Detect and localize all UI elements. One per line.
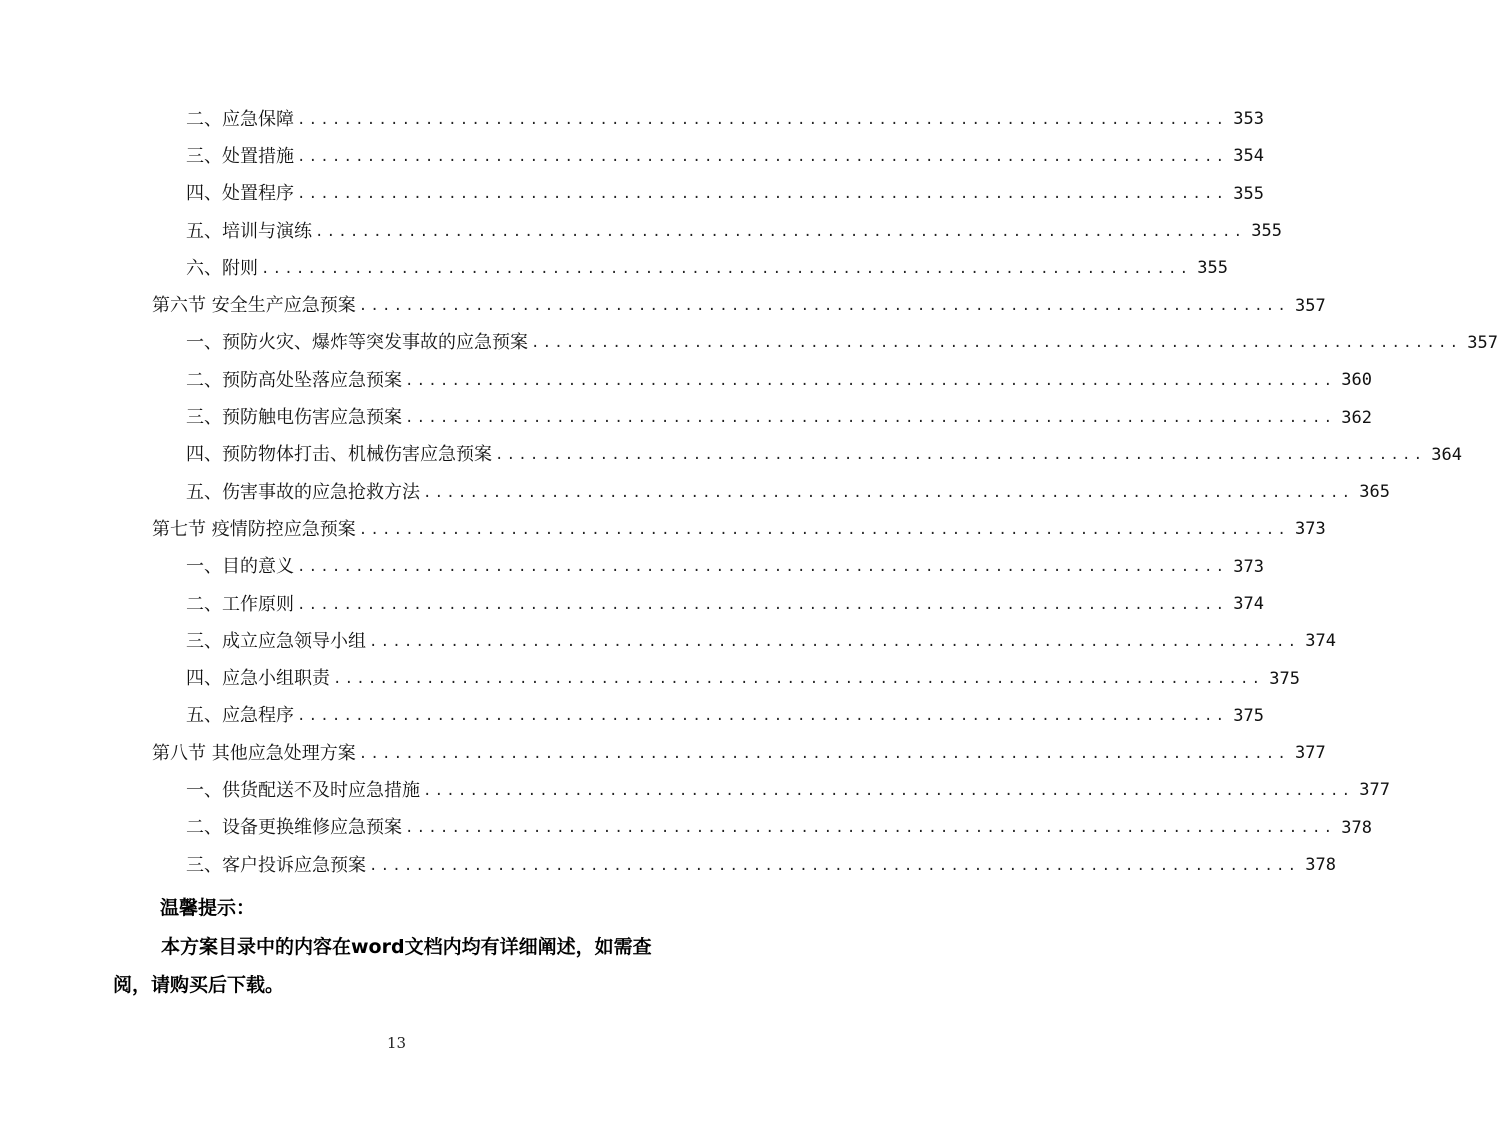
toc-entry-label: 四、处置程序 xyxy=(186,183,294,205)
toc-leader-dots: ................................................................................ xyxy=(297,708,1228,725)
toc-entry-page: 364 xyxy=(1431,444,1463,465)
toc-entry-label: 一、预防火灾、爆炸等突发事故的应急预案 xyxy=(186,332,528,354)
toc-entry-label: 三、成立应急领导小组 xyxy=(186,630,366,652)
toc-entry-label: 第七节 疫情防控应急预案 xyxy=(152,518,356,540)
toc-entry-label: 第六节 安全生产应急预案 xyxy=(152,295,356,317)
toc-leader-dots: ................................................................................ xyxy=(297,186,1228,203)
toc-entry-page: 360 xyxy=(1341,370,1373,391)
toc-leader-dots: ................................................................................ xyxy=(297,111,1228,128)
toc-entry-page: 365 xyxy=(1359,482,1391,503)
toc-leader-dots: ................................................................................ xyxy=(423,782,1354,799)
toc-entry-page: 373 xyxy=(1233,556,1265,577)
toc-leader-dots: ................................................................................ xyxy=(297,148,1228,165)
toc-entry-label: 四、预防物体打击、机械伤害应急预案 xyxy=(186,444,492,466)
toc-entry-page: 374 xyxy=(1233,594,1265,614)
toc-entry-label: 五、培训与演练 xyxy=(186,220,312,242)
toc-leader-dots: ................................................................................ xyxy=(531,335,1462,352)
toc-entry-page: 378 xyxy=(1341,817,1373,838)
toc-section-entry xyxy=(152,511,1326,548)
toc-entry xyxy=(186,437,1463,474)
toc-entry-page: 362 xyxy=(1341,407,1373,428)
toc-entry-page: 377 xyxy=(1359,780,1391,801)
toc-entry xyxy=(186,213,1283,250)
toc-entry-page: 355 xyxy=(1233,183,1265,204)
toc-entry xyxy=(186,810,1373,847)
page-number: 13 xyxy=(386,1034,407,1052)
toc-entry-page: 353 xyxy=(1233,109,1265,130)
toc-entry xyxy=(186,772,1391,809)
toc-entry xyxy=(186,399,1373,436)
toc-entry-page: 355 xyxy=(1197,258,1229,279)
toc-leader-dots: ................................................................................ xyxy=(405,410,1336,427)
toc-leader-dots: ................................................................................ xyxy=(297,559,1228,576)
toc-leader-dots: ................................................................................ xyxy=(358,298,1290,315)
toc-entry-page: 375 xyxy=(1233,705,1265,726)
toc-entry xyxy=(186,138,1265,175)
toc-entry xyxy=(186,660,1301,697)
toc-entry-label: 二、预防高处坠落应急预案 xyxy=(186,369,402,391)
toc-entry-label: 一、供货配送不及时应急措施 xyxy=(186,779,420,801)
toc-entry-label: 三、客户投诉应急预案 xyxy=(186,854,366,876)
toc-entry-label: 三、预防触电伤害应急预案 xyxy=(186,407,402,429)
toc-entry xyxy=(186,101,1265,138)
toc-entry xyxy=(186,698,1265,735)
toc-leader-dots: ................................................................................ xyxy=(358,745,1290,762)
toc-leader-dots: ................................................................................ xyxy=(369,857,1300,874)
toc-entry-page: 378 xyxy=(1305,855,1337,876)
table-of-contents xyxy=(0,101,1498,884)
toc-entry-page: 357 xyxy=(1295,295,1326,316)
toc-entry-label: 第八节 其他应急处理方案 xyxy=(152,742,356,764)
toc-entry-label: 五、应急程序 xyxy=(186,705,294,727)
toc-entry xyxy=(186,586,1265,623)
toc-entry xyxy=(186,325,1498,362)
toc-entry-label: 四、应急小组职责 xyxy=(186,668,330,690)
toc-leader-dots: ................................................................................ xyxy=(405,820,1336,837)
toc-leader-dots: ................................................................................ xyxy=(261,260,1192,277)
toc-entry-label: 三、处置措施 xyxy=(186,145,294,167)
tip-title: 温馨提示： xyxy=(160,897,256,919)
tip-body: 本方案目录中的内容在word文档内均有详细阐述，如需查阅，请购买后下载。 xyxy=(113,936,652,996)
toc-entry-page: 377 xyxy=(1295,743,1326,764)
toc-entry-label: 二、工作原则 xyxy=(186,593,294,615)
toc-entry xyxy=(186,362,1373,399)
toc-entry xyxy=(186,250,1229,287)
toc-entry-page: 357 xyxy=(1467,332,1498,353)
toc-leader-dots: ................................................................................ xyxy=(297,596,1228,613)
toc-leader-dots: ................................................................................ xyxy=(369,633,1300,650)
toc-section-entry xyxy=(152,287,1326,324)
toc-entry-page: 354 xyxy=(1233,146,1265,167)
toc-entry xyxy=(186,176,1265,213)
toc-entry-label: 二、设备更换维修应急预案 xyxy=(186,817,402,839)
toc-entry-label: 六、附则 xyxy=(186,257,258,279)
toc-entry xyxy=(186,847,1337,884)
toc-leader-dots: ................................................................................ xyxy=(333,671,1264,688)
toc-leader-dots: ................................................................................ xyxy=(358,521,1290,538)
toc-entry-page: 373 xyxy=(1295,519,1326,540)
toc-entry xyxy=(186,623,1337,660)
toc-entry-label: 五、伤害事故的应急抢救方法 xyxy=(186,481,420,503)
toc-entry-label: 一、目的意义 xyxy=(186,556,294,578)
toc-leader-dots: ................................................................................ xyxy=(405,372,1336,389)
toc-entry-label: 二、应急保障 xyxy=(186,108,294,130)
toc-leader-dots: ................................................................................ xyxy=(315,223,1246,240)
toc-section-entry xyxy=(152,735,1326,772)
toc-entry xyxy=(186,474,1391,511)
toc-entry xyxy=(186,549,1265,586)
toc-leader-dots: ................................................................................ xyxy=(495,447,1426,464)
toc-leader-dots: ................................................................................ xyxy=(423,484,1354,501)
toc-entry-page: 374 xyxy=(1305,631,1337,652)
toc-entry-page: 375 xyxy=(1269,668,1301,689)
toc-entry-page: 355 xyxy=(1251,221,1283,242)
